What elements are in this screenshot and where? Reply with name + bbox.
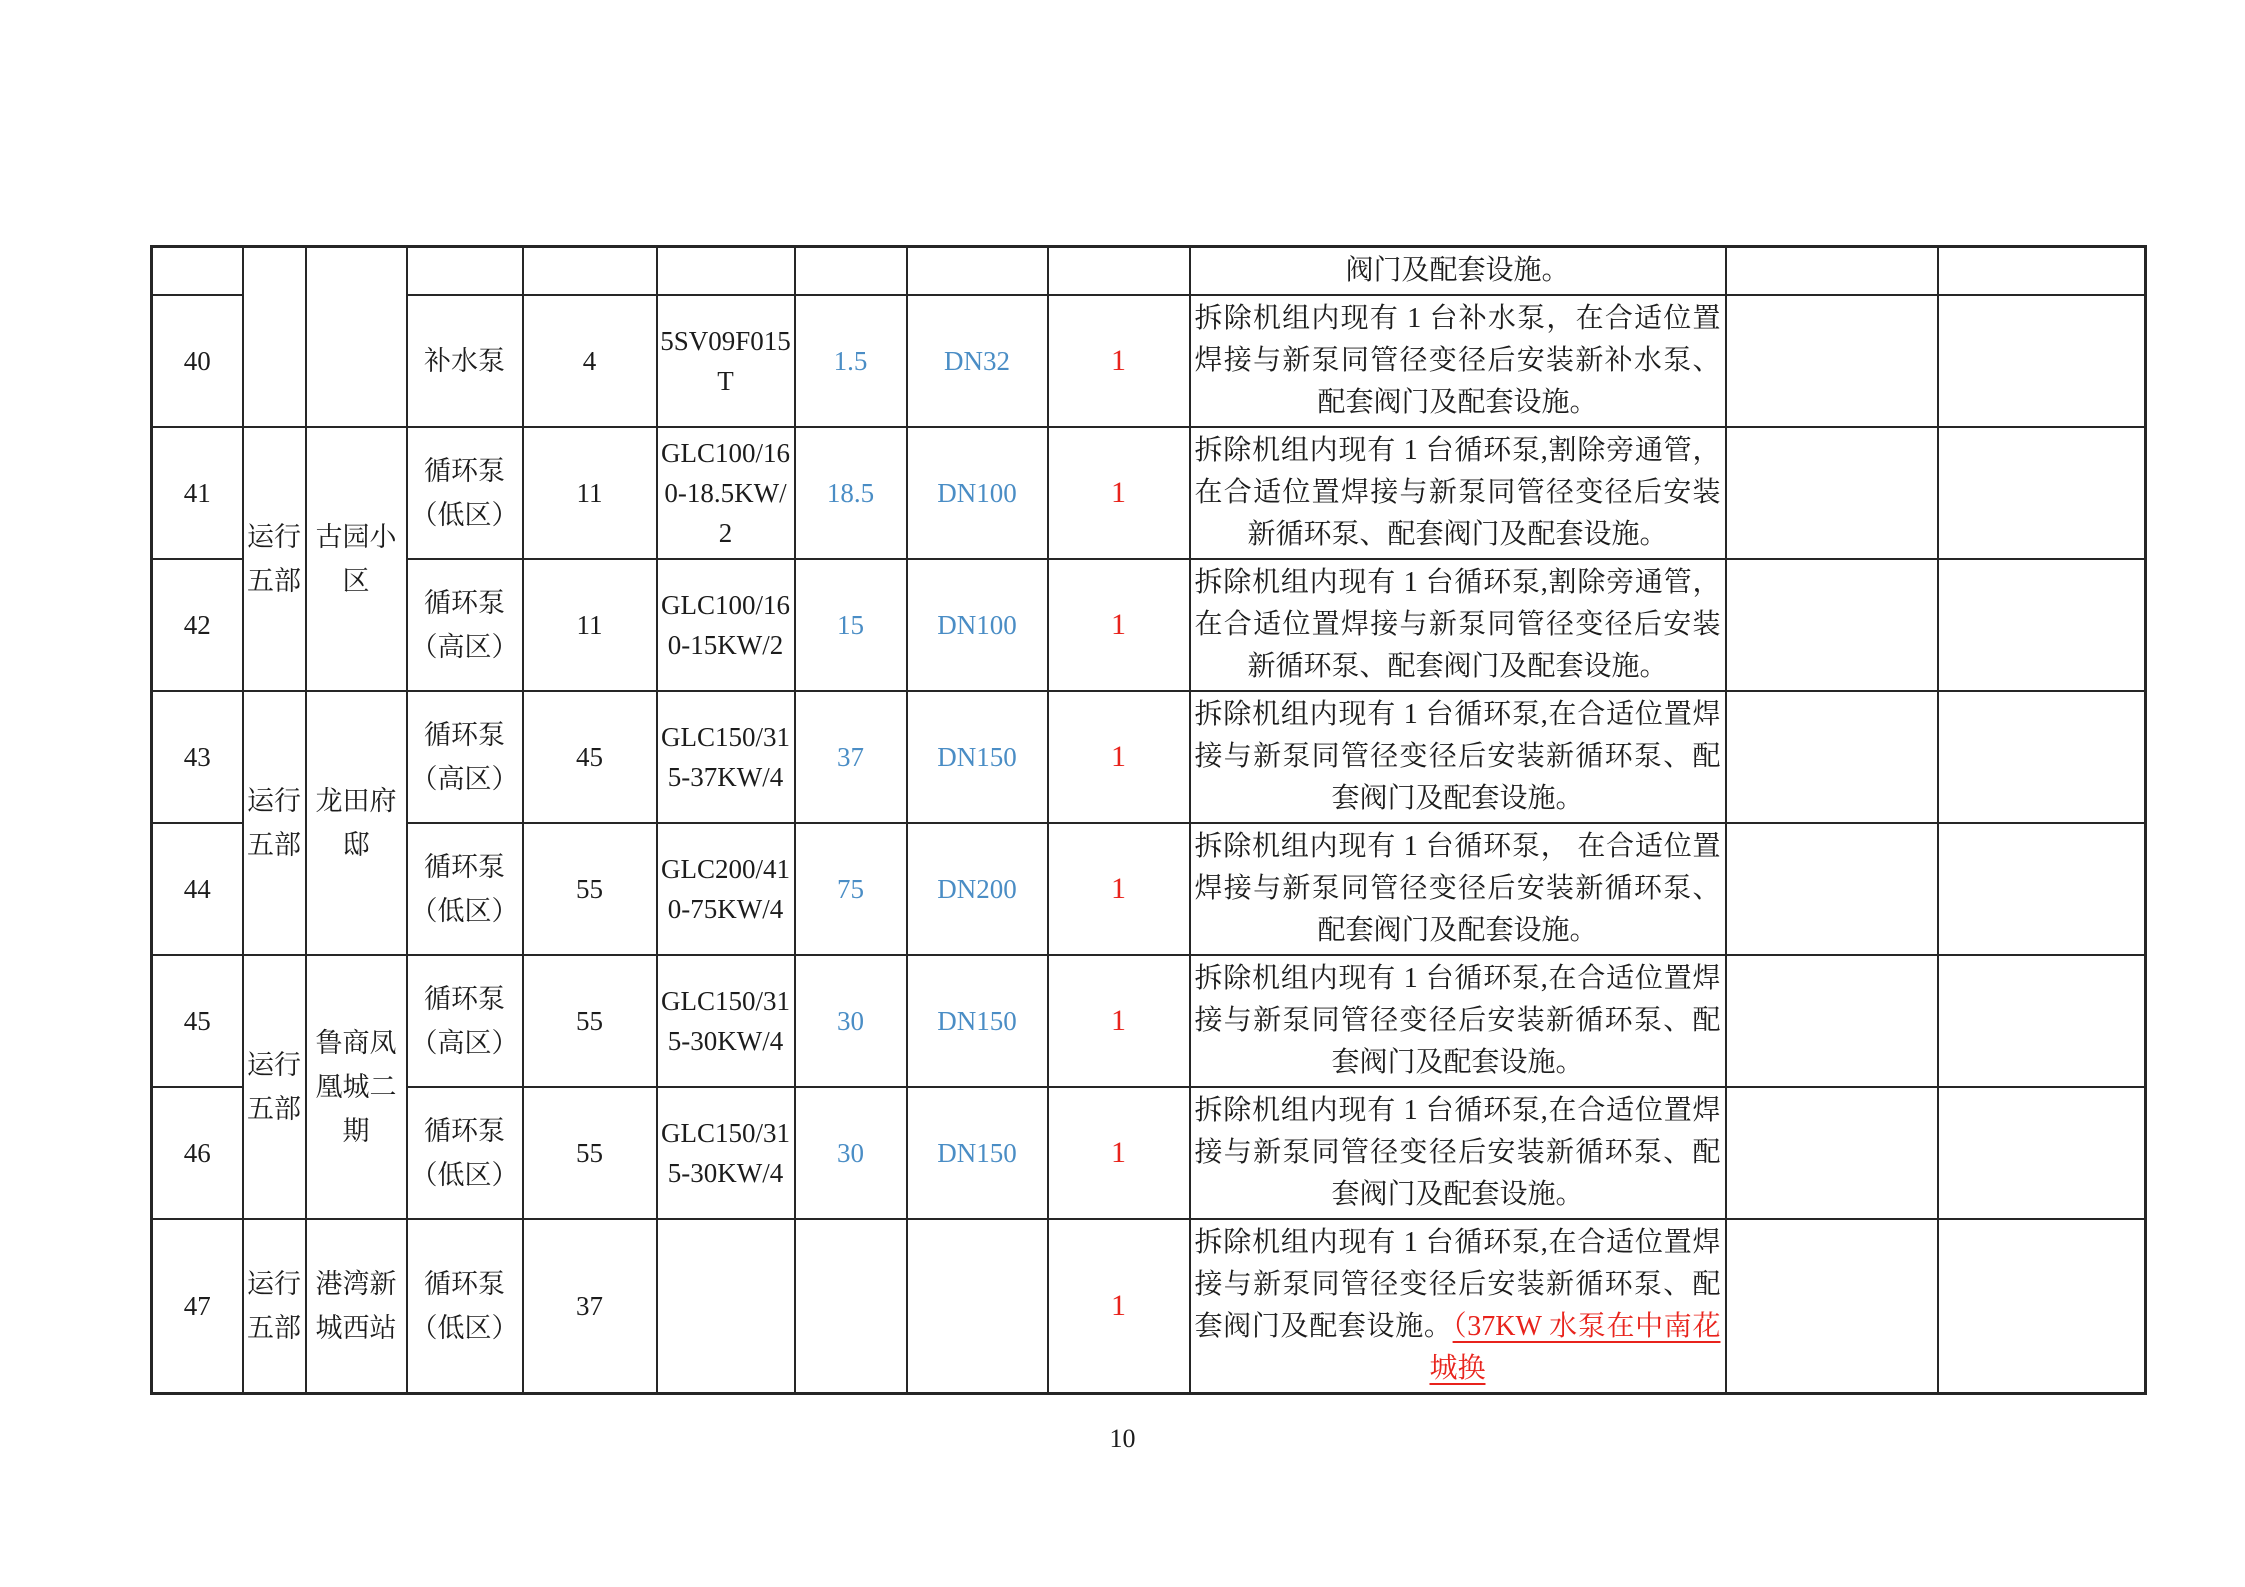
description-cell: 拆除机组内现有 1 台循环泵， 在合适位置焊接与新泵同管径变径后安装新循环泵、配套阀门及配套设施。 — [1190, 823, 1726, 955]
empty-cell — [1726, 559, 1938, 691]
dn-size-cell: DN100 — [907, 427, 1048, 559]
equipment-cell — [407, 247, 523, 296]
equipment-cell: 循环泵（低区） — [407, 1087, 523, 1219]
site-cell — [306, 247, 407, 428]
description-cell: 阀门及配套设施。 — [1190, 247, 1726, 296]
quantity-cell: 1 — [1048, 955, 1190, 1087]
dn-size-cell: DN150 — [907, 955, 1048, 1087]
power-kw-cell: 30 — [795, 1087, 907, 1219]
row-number-cell — [152, 247, 243, 296]
empty-cell — [1938, 559, 2146, 691]
power-kw-cell: 30 — [795, 955, 907, 1087]
row-number-cell: 43 — [152, 691, 243, 823]
row-number-cell: 44 — [152, 823, 243, 955]
row-number-cell: 42 — [152, 559, 243, 691]
old-power-cell: 4 — [523, 295, 657, 427]
site-cell: 鲁商凤凰城二期 — [306, 955, 407, 1219]
description-highlight-text: （37KW 水泵在中南花城换 — [1429, 1311, 1721, 1384]
table-row — [152, 691, 2146, 823]
model-cell: 5SV09F015T — [657, 295, 795, 427]
table-row — [152, 559, 2146, 691]
table-row — [152, 1219, 2146, 1394]
model-cell: GLC150/315-30KW/4 — [657, 955, 795, 1087]
department-cell — [243, 247, 306, 428]
old-power-cell: 55 — [523, 1087, 657, 1219]
equipment-cell: 循环泵（高区） — [407, 955, 523, 1087]
quantity-cell: 1 — [1048, 559, 1190, 691]
equipment-cell: 循环泵（高区） — [407, 691, 523, 823]
power-kw-cell: 15 — [795, 559, 907, 691]
department-cell: 运行五部 — [243, 1219, 306, 1394]
empty-cell — [1938, 1219, 2146, 1394]
equipment-replacement-table — [150, 245, 2147, 1395]
description-cell: 拆除机组内现有 1 台循环泵,在合适位置焊接与新泵同管径变径后安装新循环泵、配套阀门及配套设施。 — [1190, 955, 1726, 1087]
equipment-cell: 循环泵（低区） — [407, 823, 523, 955]
empty-cell — [1726, 955, 1938, 1087]
quantity-cell — [1048, 247, 1190, 296]
power-kw-cell: 75 — [795, 823, 907, 955]
description-cell — [1190, 1219, 1726, 1394]
power-kw-cell — [795, 247, 907, 296]
empty-cell — [1726, 1087, 1938, 1219]
old-power-cell: 37 — [523, 1219, 657, 1394]
description-cell: 拆除机组内现有 1 台循环泵,割除旁通管，在合适位置焊接与新泵同管径变径后安装新循环泵、配套阀门及配套设施。 — [1190, 427, 1726, 559]
power-kw-cell: 1.5 — [795, 295, 907, 427]
site-cell: 龙田府邸 — [306, 691, 407, 955]
dn-size-cell: DN150 — [907, 691, 1048, 823]
description-cell: 拆除机组内现有 1 台循环泵,在合适位置焊接与新泵同管径变径后安装新循环泵、配套阀门及配套设施。 — [1190, 691, 1726, 823]
old-power-cell: 55 — [523, 823, 657, 955]
row-number-cell: 40 — [152, 295, 243, 427]
old-power-cell: 55 — [523, 955, 657, 1087]
description-cell: 拆除机组内现有 1 台循环泵,在合适位置焊接与新泵同管径变径后安装新循环泵、配套阀门及配套设施。 — [1190, 1087, 1726, 1219]
quantity-cell: 1 — [1048, 427, 1190, 559]
dn-size-cell: DN200 — [907, 823, 1048, 955]
dn-size-cell: DN150 — [907, 1087, 1048, 1219]
dn-size-cell: DN100 — [907, 559, 1048, 691]
model-cell: GLC100/160-15KW/2 — [657, 559, 795, 691]
empty-cell — [1938, 955, 2146, 1087]
empty-cell — [1938, 1087, 2146, 1219]
model-cell: GLC150/315-37KW/4 — [657, 691, 795, 823]
quantity-cell: 1 — [1048, 823, 1190, 955]
model-cell — [657, 1219, 795, 1394]
old-power-cell — [523, 247, 657, 296]
table-row — [152, 295, 2146, 427]
row-number-cell: 45 — [152, 955, 243, 1087]
site-cell: 港湾新城西站 — [306, 1219, 407, 1394]
table-row — [152, 1087, 2146, 1219]
power-kw-cell: 18.5 — [795, 427, 907, 559]
empty-cell — [1938, 691, 2146, 823]
equipment-cell: 补水泵 — [407, 295, 523, 427]
equipment-cell: 循环泵（高区） — [407, 559, 523, 691]
table-row — [152, 823, 2146, 955]
description-cell: 拆除机组内现有 1 台补水泵，在合适位置焊接与新泵同管径变径后安装新补水泵、配套阀门及配套设施。 — [1190, 295, 1726, 427]
table-row — [152, 427, 2146, 559]
empty-cell — [1726, 691, 1938, 823]
model-cell — [657, 247, 795, 296]
department-cell: 运行五部 — [243, 691, 306, 955]
old-power-cell: 11 — [523, 559, 657, 691]
carryover-row — [152, 247, 2146, 296]
old-power-cell: 45 — [523, 691, 657, 823]
old-power-cell: 11 — [523, 427, 657, 559]
page-number: 10 — [1109, 1424, 1136, 1453]
empty-cell — [1726, 427, 1938, 559]
department-cell: 运行五部 — [243, 427, 306, 691]
model-cell: GLC150/315-30KW/4 — [657, 1087, 795, 1219]
row-number-cell: 46 — [152, 1087, 243, 1219]
empty-cell — [1726, 823, 1938, 955]
equipment-cell: 循环泵（低区） — [407, 427, 523, 559]
description-cell: 拆除机组内现有 1 台循环泵,割除旁通管，在合适位置焊接与新泵同管径变径后安装新循环泵、配套阀门及配套设施。 — [1190, 559, 1726, 691]
empty-cell — [1726, 1219, 1938, 1394]
dn-size-cell — [907, 247, 1048, 296]
table-row — [152, 955, 2146, 1087]
power-kw-cell — [795, 1219, 907, 1394]
quantity-cell: 1 — [1048, 1087, 1190, 1219]
row-number-cell: 41 — [152, 427, 243, 559]
empty-cell — [1726, 295, 1938, 427]
empty-cell — [1938, 427, 2146, 559]
model-cell: GLC200/410-75KW/4 — [657, 823, 795, 955]
quantity-cell: 1 — [1048, 295, 1190, 427]
dn-size-cell: DN32 — [907, 295, 1048, 427]
equipment-cell: 循环泵（低区） — [407, 1219, 523, 1394]
empty-cell — [1938, 823, 2146, 955]
model-cell: GLC100/160-18.5KW/2 — [657, 427, 795, 559]
empty-cell — [1726, 247, 1938, 296]
quantity-cell: 1 — [1048, 691, 1190, 823]
row-number-cell: 47 — [152, 1219, 243, 1394]
empty-cell — [1938, 247, 2146, 296]
quantity-cell: 1 — [1048, 1219, 1190, 1394]
description-text: 拆除机组内现有 1 台循环泵,在合适位置焊接与新泵同管径变径后安装新循环泵、配套阀门及配套设施。 — [1194, 1227, 1721, 1342]
power-kw-cell: 37 — [795, 691, 907, 823]
empty-cell — [1938, 295, 2146, 427]
department-cell: 运行五部 — [243, 955, 306, 1219]
site-cell: 古园小区 — [306, 427, 407, 691]
dn-size-cell — [907, 1219, 1048, 1394]
